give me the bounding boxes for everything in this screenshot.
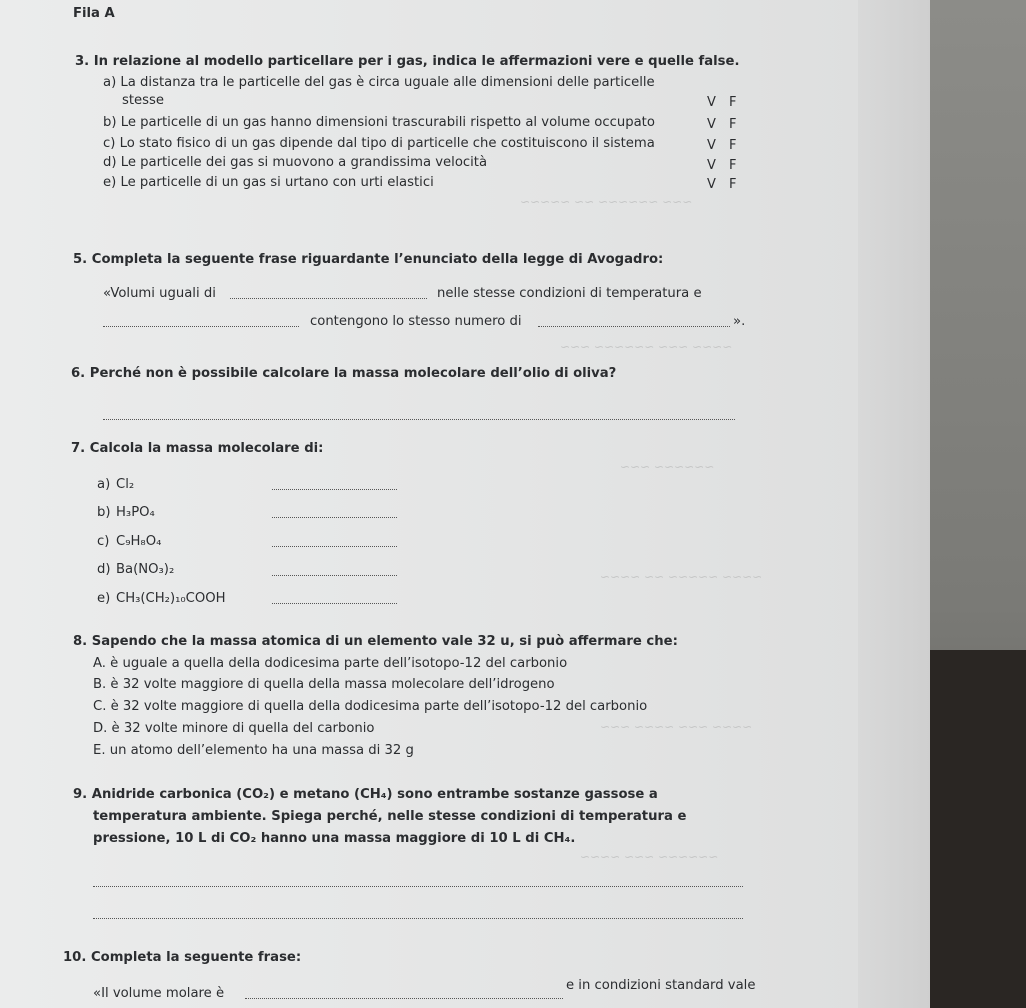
- q5-line2-mid: contengono lo stesso numero di: [310, 314, 522, 329]
- q3-item-b: b) Le particelle di un gas hanno dimensioni trascurabili rispetto al volume occupato: [103, 115, 655, 130]
- q3-b-false[interactable]: F: [729, 117, 737, 132]
- q3-e-true[interactable]: V: [707, 177, 716, 192]
- q3-c-true[interactable]: V: [707, 138, 716, 153]
- q5-line1-end: nelle stesse condizioni di temperatura e: [437, 286, 702, 301]
- q7-item-b-formula: H₃PO₄: [116, 505, 155, 520]
- q6-title: 6. Perché non è possibile calcolare la massa molecolare dell’olio di oliva?: [71, 366, 617, 381]
- q9-line3: pressione, 10 L di CO₂ hanno una massa maggiore di 10 L di CH₄.: [93, 831, 576, 846]
- q8-option-e[interactable]: E. un atomo dell’elemento ha una massa di 32 g: [93, 743, 414, 758]
- q3-d-true[interactable]: V: [707, 158, 716, 173]
- q7-item-c-formula: C₉H₈O₄: [116, 534, 162, 549]
- q8-option-c[interactable]: C. è 32 volte maggiore di quella della dodicesima parte dell’isotopo-12 del carbonio: [93, 699, 648, 714]
- q8-option-b[interactable]: B. è 32 volte maggiore di quella della massa molecolare dell’idrogeno: [93, 677, 555, 692]
- q8-option-d[interactable]: D. è 32 volte minore di quella del carbonio: [93, 721, 375, 736]
- q6-answer-line[interactable]: [103, 419, 735, 420]
- q7-item-d-label: d): [97, 562, 111, 577]
- q3-item-d: d) Le particelle dei gas si muovono a grandissima velocità: [103, 155, 488, 170]
- q5-line2-end: ».: [733, 314, 746, 329]
- background-shadow: [925, 650, 1026, 1008]
- q5-blank-3[interactable]: [538, 326, 730, 327]
- q7-item-a-formula: Cl₂: [116, 477, 135, 492]
- q9-answer-line-2[interactable]: [93, 918, 743, 919]
- q3-item-c: c) Lo stato fisico di un gas dipende dal tipo di particelle che costituiscono il sistema: [103, 136, 655, 151]
- q7-answer-a[interactable]: [272, 489, 397, 490]
- q3-item-a-cont: stesse: [122, 93, 165, 108]
- q8-option-a[interactable]: A. è uguale a quella della dodicesima parte dell’isotopo-12 del carbonio: [93, 656, 568, 671]
- q7-answer-b[interactable]: [272, 517, 397, 518]
- q3-item-a: a) La distanza tra le particelle del gas è circa uguale alle dimensioni delle particelle: [103, 75, 655, 90]
- q7-answer-d[interactable]: [272, 575, 397, 576]
- q7-item-d-formula: Ba(NO₃)₂: [116, 562, 175, 577]
- q3-b-true[interactable]: V: [707, 117, 716, 132]
- q3-d-false[interactable]: F: [729, 158, 737, 173]
- q5-title: 5. Completa la seguente frase riguardante l’enunciato della legge di Avogadro:: [73, 252, 664, 267]
- q7-item-e-label: e): [97, 591, 111, 606]
- q3-e-false[interactable]: F: [729, 177, 737, 192]
- q5-line1-start: «Volumi uguali di: [103, 286, 216, 301]
- fila-label: Fila A: [73, 6, 115, 21]
- q7-item-a-label: a): [97, 477, 111, 492]
- q5-blank-2[interactable]: [103, 326, 299, 327]
- q3-title: 3. In relazione al modello particellare per i gas, indica le affermazioni vere e quelle false.: [75, 54, 740, 69]
- q10-title: 10. Completa la seguente frase:: [63, 950, 302, 965]
- q3-a-false[interactable]: F: [729, 95, 737, 110]
- q9-answer-line-1[interactable]: [93, 886, 743, 887]
- q9-line2: temperatura ambiente. Spiega perché, nelle stesse condizioni di temperatura e: [93, 809, 687, 824]
- q7-item-c-label: c): [97, 534, 110, 549]
- q7-title: 7. Calcola la massa molecolare di:: [71, 441, 324, 456]
- q3-c-false[interactable]: F: [729, 138, 737, 153]
- q9-line1: 9. Anidride carbonica (CO₂) e metano (CH₄) sono entrambe sostanze gassose a: [73, 787, 658, 802]
- q7-answer-e[interactable]: [272, 603, 397, 604]
- q3-a-true[interactable]: V: [707, 95, 716, 110]
- q7-answer-c[interactable]: [272, 546, 397, 547]
- q10-line-end: e in condizioni standard vale: [566, 978, 756, 993]
- q5-blank-1[interactable]: [230, 298, 427, 299]
- q3-item-e: e) Le particelle di un gas si urtano con urti elastici: [103, 175, 434, 190]
- q7-item-b-label: b): [97, 505, 111, 520]
- worksheet-page: ~~~ ~~~~~~ ~~ ~~~~~ ~~~~ ~~~ ~~~~~~ ~~~ ~~~~~~ ~~~ ~~~~ ~~~~~ ~~ ~~~~ ~~~~ ~~~ ~~~~ ~~~ ~~~~~~ ~~~ ~~~~ Fila A 3. In relazione al modello particellare per i gas, indica le affermazioni vere e quelle false. a) La distanza tra le particelle del gas è circa uguale alle dimensioni delle particelle stesse V F b) Le particelle di un gas hanno dimensioni trascurabili rispetto al volume occupato V F c) Lo stato fisico di un gas dipende dal tipo di particelle che costituiscono il sistema V F d) Le particelle dei gas si muovono a grandissima velocità V F e) Le particelle di un gas si urtano con urti elastici V F 5. Completa la seguente frase riguardante l’enunciato della legge di Avogadro: «Volumi uguali di nelle stesse condizioni di temperatura e contengono lo stesso numero di ». 6. Perché non è possibile calcolare la massa molecolare dell’olio di oliva? 7. Calcola la massa molecolare di: a) Cl₂ b) H₃PO₄ c) C₉H₈O₄ d) Ba(NO₃)₂ e) CH₃(CH₂)₁₀COOH 8. Sapendo che la massa atomica di un elemento vale 32 u, si può affermare che: A. è uguale a quella della dodicesima parte dell’isotopo-12 del carbonio B. è 32 volte maggiore di quella della massa molecolare dell’idrogeno C. è 32 volte maggiore di quella della dodicesima parte dell’isotopo-12 del carbonio D. è 32 volte minore di quella del carbonio E. un atomo dell’elemento ha una massa di 32 g 9. Anidride carbonica (CO₂) e metano (CH₄) sono entrambe sostanze gassose a temperatura ambiente. Spiega perché, nelle stesse condizioni di temperatura e pressione, 10 L di CO₂ hanno una massa maggiore di 10 L di CH₄. 10. Completa la seguente frase: «Il volume molare è e in condizioni standard vale: [0, 0, 858, 1008]
- q10-blank[interactable]: [245, 998, 563, 999]
- q7-item-e-formula: CH₃(CH₂)₁₀COOH: [116, 591, 226, 606]
- q8-title: 8. Sapendo che la massa atomica di un elemento vale 32 u, si può affermare che:: [73, 634, 678, 649]
- q10-line-start: «Il volume molare è: [93, 986, 225, 1001]
